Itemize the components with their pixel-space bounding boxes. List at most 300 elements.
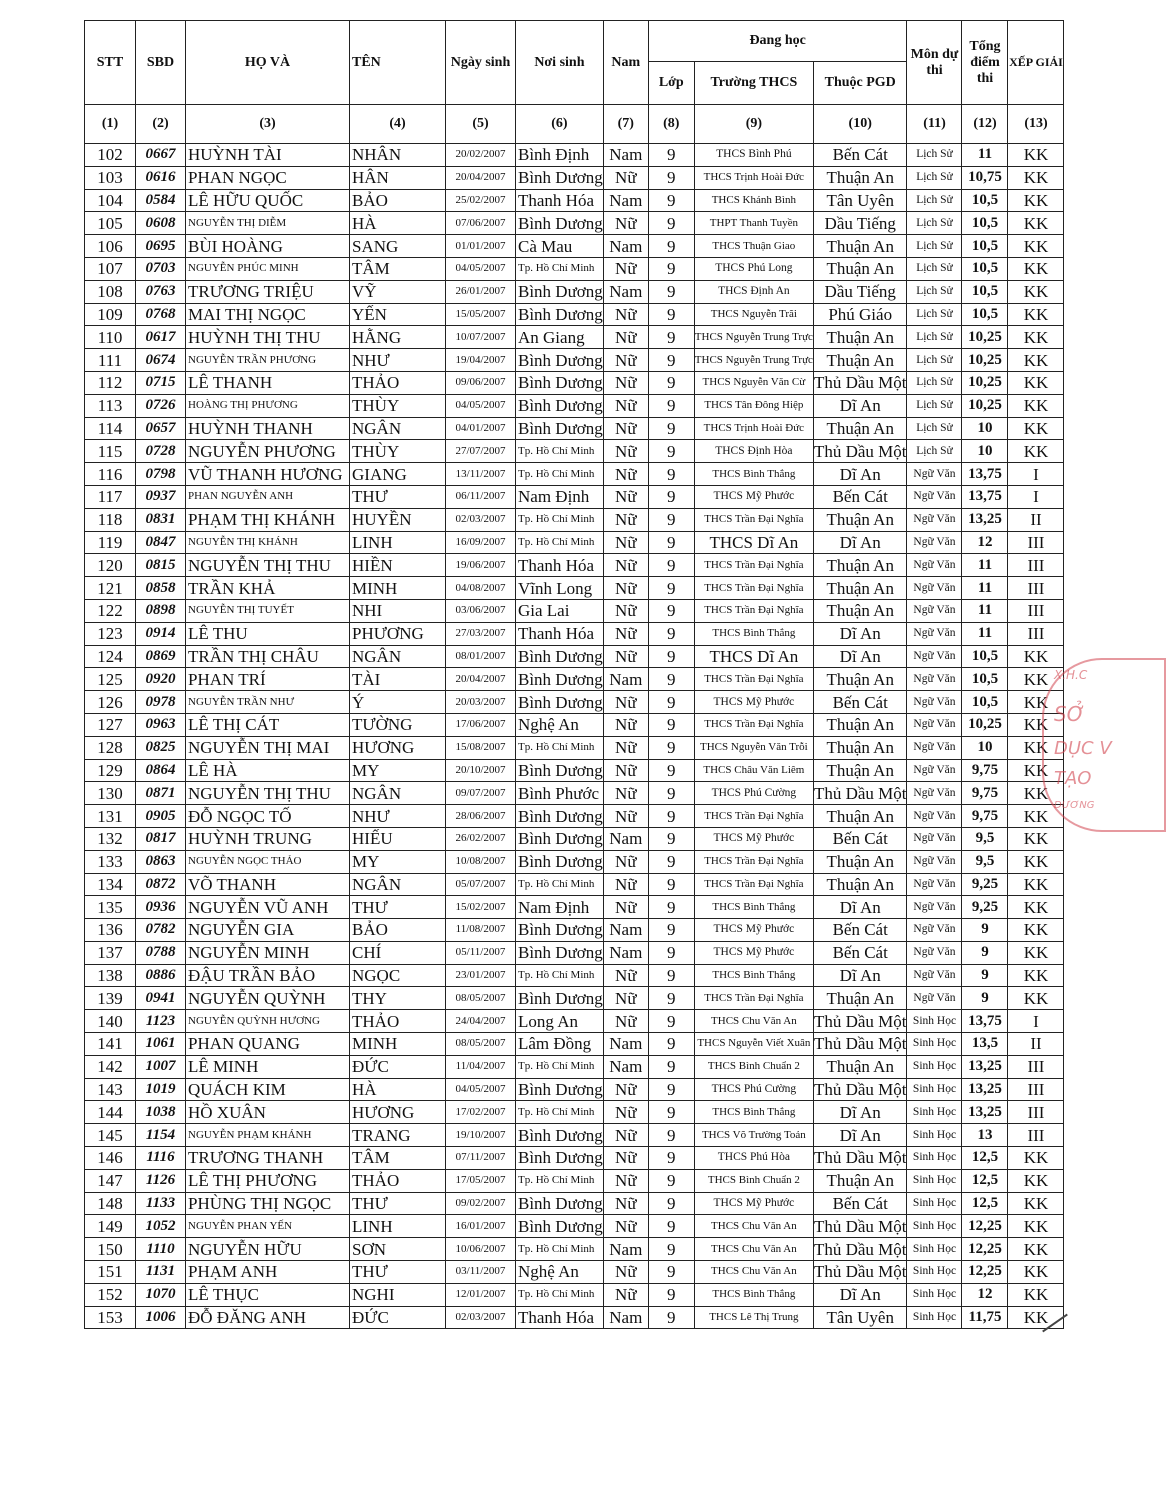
cell-xep-giai: KK [1008, 713, 1064, 736]
table-row [85, 235, 1064, 258]
cell-thuoc-pgd: Dĩ An [813, 645, 907, 668]
cell-mon-du-thi: Sinh Học [907, 1238, 962, 1261]
cell-ten: NGÂN [350, 873, 446, 896]
cell-noi-sinh: Bình Dương [516, 371, 604, 394]
cell-sbd: 0763 [136, 280, 186, 303]
cell-xep-giai: KK [1008, 759, 1064, 782]
cell-ngay-sinh: 06/11/2007 [446, 485, 516, 508]
cell-ho-va: PHAN TRÍ [186, 668, 350, 691]
cell-thuoc-pgd: Thuận An [813, 668, 907, 691]
cell-thuoc-pgd: Dầu Tiếng [813, 280, 907, 303]
cell-mon-du-thi: Lịch Sử [907, 394, 962, 417]
cell-ngay-sinh: 04/01/2007 [446, 417, 516, 440]
cell-stt: 153 [85, 1306, 136, 1329]
cell-ngay-sinh: 04/08/2007 [446, 577, 516, 600]
cell-truong-thcs: THCS Trần Đại Nghĩa [694, 577, 813, 600]
cell-noi-sinh: Tp. Hồ Chí Minh [516, 508, 604, 531]
cell-sbd: 0914 [136, 622, 186, 645]
cell-tong-diem: 10,75 [962, 166, 1008, 189]
cell-ho-va: HUỲNH TRUNG [186, 827, 350, 850]
cell-lop: 9 [648, 827, 694, 850]
cell-lop: 9 [648, 759, 694, 782]
cell-sbd: 0825 [136, 736, 186, 759]
cell-ten: CHÍ [350, 941, 446, 964]
cell-noi-sinh: Thanh Hóa [516, 1306, 604, 1329]
cell-sbd: 0898 [136, 599, 186, 622]
cell-ten: PHƯƠNG [350, 622, 446, 645]
cell-stt: 131 [85, 805, 136, 828]
cell-thuoc-pgd: Dĩ An [813, 964, 907, 987]
cell-stt: 145 [85, 1124, 136, 1147]
cell-noi-sinh: Bình Dương [516, 1078, 604, 1101]
cell-truong-thcs: THCS Lê Thị Trung [694, 1306, 813, 1329]
table-row [85, 713, 1064, 736]
cell-stt: 128 [85, 736, 136, 759]
cell-stt: 139 [85, 987, 136, 1010]
cell-xep-giai: KK [1008, 303, 1064, 326]
cell-stt: 146 [85, 1147, 136, 1170]
cell-lop: 9 [648, 1169, 694, 1192]
cell-ten: HƯƠNG [350, 736, 446, 759]
cell-mon-du-thi: Ngữ Văn [907, 964, 962, 987]
column-number: (9) [694, 105, 813, 144]
stamp-line: SỞ [1054, 702, 1085, 726]
cell-ten: THÙY [350, 440, 446, 463]
header-mon-du-thi: Môn dự thi [907, 21, 962, 105]
cell-stt: 150 [85, 1238, 136, 1261]
cell-ten: BẢO [350, 189, 446, 212]
cell-sbd: 1007 [136, 1055, 186, 1078]
cell-gioi-tinh: Nữ [603, 577, 648, 600]
cell-stt: 140 [85, 1010, 136, 1033]
column-number: (5) [446, 105, 516, 144]
cell-ho-va: HUỲNH THỊ THU [186, 326, 350, 349]
cell-sbd: 1052 [136, 1215, 186, 1238]
cell-truong-thcs: THCS Bình Chuẩn 2 [694, 1055, 813, 1078]
cell-tong-diem: 12 [962, 531, 1008, 554]
cell-xep-giai: KK [1008, 736, 1064, 759]
cell-truong-thcs: THCS Bình Phú [694, 144, 813, 167]
cell-noi-sinh: An Giang [516, 326, 604, 349]
cell-ten: TRANG [350, 1124, 446, 1147]
cell-gioi-tinh: Nữ [603, 896, 648, 919]
cell-thuoc-pgd: Bến Cát [813, 941, 907, 964]
cell-xep-giai: KK [1008, 782, 1064, 805]
cell-gioi-tinh: Nam [603, 1055, 648, 1078]
cell-thuoc-pgd: Thuận An [813, 349, 907, 372]
cell-thuoc-pgd: Thủ Dầu Một [813, 1011, 907, 1031]
cell-ngay-sinh: 12/01/2007 [446, 1283, 516, 1306]
cell-truong-thcs: THCS Trịnh Hoài Đức [694, 417, 813, 440]
cell-ngay-sinh: 07/11/2007 [446, 1147, 516, 1170]
cell-ten: LINH [350, 531, 446, 554]
table-row [85, 577, 1064, 600]
cell-gioi-tinh: Nữ [603, 782, 648, 805]
cell-ho-va: PHẠM THỊ KHÁNH [186, 508, 350, 531]
cell-ngay-sinh: 19/10/2007 [446, 1124, 516, 1147]
cell-noi-sinh: Tp. Hồ Chí Minh [516, 440, 604, 463]
cell-mon-du-thi: Ngữ Văn [907, 941, 962, 964]
cell-sbd: 1110 [136, 1238, 186, 1261]
cell-lop: 9 [648, 212, 694, 235]
cell-tong-diem: 11 [962, 622, 1008, 645]
cell-xep-giai: KK [1008, 1192, 1064, 1215]
cell-truong-thcs: THCS Nguyễn Văn Trỗi [694, 736, 813, 759]
cell-truong-thcs: THCS Nguyễn Viết Xuân [694, 1033, 813, 1056]
cell-ngay-sinh: 20/04/2007 [446, 668, 516, 691]
cell-ngay-sinh: 01/01/2007 [446, 235, 516, 258]
cell-ngay-sinh: 11/08/2007 [446, 919, 516, 942]
cell-ngay-sinh: 08/05/2007 [446, 1033, 516, 1056]
cell-truong-thcs: THCS Bình Thắng [694, 896, 813, 919]
cell-ho-va: BÙI HOÀNG [186, 235, 350, 258]
header-lop: Lớp [648, 62, 694, 105]
cell-noi-sinh: Tp. Hồ Chí Minh [516, 1238, 604, 1261]
cell-gioi-tinh: Nam [603, 235, 648, 258]
cell-mon-du-thi: Sinh Học [907, 1306, 962, 1329]
cell-truong-thcs: THCS Dĩ An [694, 645, 813, 668]
cell-truong-thcs: THCS Trần Đại Nghĩa [694, 713, 813, 736]
cell-noi-sinh: Tp. Hồ Chí Minh [516, 531, 604, 554]
cell-ngay-sinh: 13/11/2007 [446, 463, 516, 486]
cell-truong-thcs: THPT Thanh Tuyền [694, 212, 813, 235]
cell-thuoc-pgd: Thuận An [813, 326, 907, 349]
cell-sbd: 0941 [136, 987, 186, 1010]
cell-ngay-sinh: 02/03/2007 [446, 508, 516, 531]
cell-stt: 113 [85, 394, 136, 417]
cell-ten: HIẾU [350, 827, 446, 850]
cell-mon-du-thi: Ngữ Văn [907, 485, 962, 508]
cell-stt: 152 [85, 1283, 136, 1306]
cell-xep-giai: II [1008, 1033, 1064, 1056]
cell-mon-du-thi: Ngữ Văn [907, 850, 962, 873]
cell-ho-va: PHÙNG THỊ NGỌC [186, 1192, 350, 1215]
cell-thuoc-pgd: Thuận An [813, 257, 907, 280]
table-row [85, 1033, 1064, 1056]
cell-xep-giai: KK [1008, 645, 1064, 668]
cell-gioi-tinh: Nữ [603, 850, 648, 873]
cell-stt: 135 [85, 896, 136, 919]
cell-stt: 103 [85, 166, 136, 189]
cell-tong-diem: 11 [962, 144, 1008, 167]
cell-noi-sinh: Tp. Hồ Chí Minh [516, 1101, 604, 1124]
cell-lop: 9 [648, 645, 694, 668]
table-row [85, 1306, 1064, 1329]
cell-ngay-sinh: 10/08/2007 [446, 850, 516, 873]
cell-ho-va: TRƯƠNG THANH [186, 1147, 350, 1170]
cell-lop: 9 [648, 371, 694, 394]
cell-sbd: 0963 [136, 713, 186, 736]
cell-noi-sinh: Nam Định [516, 896, 604, 919]
cell-noi-sinh: Bình Dương [516, 349, 604, 372]
cell-thuoc-pgd: Thủ Dầu Một [813, 1262, 907, 1282]
table-row [85, 1101, 1064, 1124]
cell-stt: 110 [85, 326, 136, 349]
cell-ten: MY [350, 759, 446, 782]
cell-mon-du-thi: Ngữ Văn [907, 827, 962, 850]
table-row [85, 759, 1064, 782]
cell-thuoc-pgd: Thuận An [813, 554, 907, 577]
cell-xep-giai: III [1008, 1055, 1064, 1078]
cell-stt: 126 [85, 691, 136, 714]
cell-gioi-tinh: Nữ [603, 1101, 648, 1124]
cell-lop: 9 [648, 782, 694, 805]
cell-mon-du-thi: Ngữ Văn [907, 645, 962, 668]
table-row [85, 166, 1064, 189]
cell-sbd: 0815 [136, 554, 186, 577]
cell-mon-du-thi: Lịch Sử [907, 166, 962, 189]
cell-noi-sinh: Bình Dương [516, 303, 604, 326]
cell-thuoc-pgd: Thuận An [813, 987, 907, 1010]
cell-thuoc-pgd: Thủ Dầu Một [813, 373, 907, 393]
cell-lop: 9 [648, 805, 694, 828]
cell-mon-du-thi: Ngữ Văn [907, 508, 962, 531]
cell-thuoc-pgd: Thủ Dầu Một [813, 1080, 907, 1100]
cell-lop: 9 [648, 485, 694, 508]
cell-sbd: 0728 [136, 440, 186, 463]
cell-noi-sinh: Vĩnh Long [516, 577, 604, 600]
cell-ngay-sinh: 27/07/2007 [446, 440, 516, 463]
cell-ten: HÀ [350, 1078, 446, 1101]
cell-gioi-tinh: Nữ [603, 440, 648, 463]
cell-ngay-sinh: 03/06/2007 [446, 599, 516, 622]
cell-xep-giai: III [1008, 577, 1064, 600]
cell-sbd: 0616 [136, 166, 186, 189]
table-row [85, 805, 1064, 828]
cell-noi-sinh: Bình Dương [516, 691, 604, 714]
cell-xep-giai: KK [1008, 1147, 1064, 1170]
cell-truong-thcs: THCS Trần Đại Nghĩa [694, 873, 813, 896]
cell-sbd: 0715 [136, 371, 186, 394]
cell-ho-va: ĐẬU TRẦN BẢO [186, 964, 350, 987]
cell-mon-du-thi: Sinh Học [907, 1101, 962, 1124]
cell-tong-diem: 10,5 [962, 257, 1008, 280]
cell-ho-va: ĐỖ NGỌC TỐ [186, 805, 350, 828]
cell-sbd: 1131 [136, 1261, 186, 1284]
cell-ngay-sinh: 17/05/2007 [446, 1169, 516, 1192]
table-row [85, 1169, 1064, 1192]
cell-gioi-tinh: Nữ [603, 713, 648, 736]
cell-lop: 9 [648, 144, 694, 167]
cell-xep-giai: III [1008, 554, 1064, 577]
cell-noi-sinh: Gia Lai [516, 599, 604, 622]
cell-mon-du-thi: Sinh Học [907, 1169, 962, 1192]
cell-lop: 9 [648, 394, 694, 417]
cell-stt: 151 [85, 1261, 136, 1284]
cell-stt: 114 [85, 417, 136, 440]
column-number: (3) [186, 105, 350, 144]
cell-noi-sinh: Bình Dương [516, 1147, 604, 1170]
cell-sbd: 0937 [136, 485, 186, 508]
cell-ten: BẢO [350, 919, 446, 942]
header-thuoc-pgd: Thuộc PGD [813, 62, 907, 105]
cell-gioi-tinh: Nữ [603, 508, 648, 531]
cell-truong-thcs: THCS Bình Thắng [694, 964, 813, 987]
cell-mon-du-thi: Lịch Sử [907, 189, 962, 212]
cell-ten: TÂM [350, 1147, 446, 1170]
cell-ten: GIANG [350, 463, 446, 486]
table-row [85, 485, 1064, 508]
cell-xep-giai: KK [1008, 987, 1064, 1010]
cell-ten: THƯ [350, 896, 446, 919]
cell-stt: 119 [85, 531, 136, 554]
cell-gioi-tinh: Nam [603, 144, 648, 167]
header-ho-va: HỌ VÀ [186, 21, 350, 105]
cell-lop: 9 [648, 1238, 694, 1261]
header-nam: Nam [603, 21, 648, 105]
table-row [85, 349, 1064, 372]
cell-ho-va: NGUYỄN PHAN YẾN [186, 1215, 350, 1238]
cell-xep-giai: KK [1008, 964, 1064, 987]
table-row [85, 280, 1064, 303]
cell-stt: 104 [85, 189, 136, 212]
cell-xep-giai: II [1008, 508, 1064, 531]
cell-tong-diem: 10,25 [962, 394, 1008, 417]
cell-lop: 9 [648, 1215, 694, 1238]
cell-truong-thcs: THCS Mỹ Phước [694, 485, 813, 508]
cell-ho-va: PHAN NGUYỄN ANH [186, 485, 350, 508]
cell-sbd: 0858 [136, 577, 186, 600]
table-row [85, 212, 1064, 235]
cell-xep-giai: III [1008, 1078, 1064, 1101]
table-row [85, 1192, 1064, 1215]
cell-mon-du-thi: Sinh Học [907, 1147, 962, 1170]
cell-gioi-tinh: Nữ [603, 1261, 648, 1284]
cell-thuoc-pgd: Dĩ An [813, 1124, 907, 1147]
cell-lop: 9 [648, 235, 694, 258]
cell-thuoc-pgd: Bến Cát [813, 485, 907, 508]
table-row [85, 873, 1064, 896]
cell-mon-du-thi: Sinh Học [907, 1215, 962, 1238]
cell-truong-thcs: THCS Trịnh Hoài Đức [694, 166, 813, 189]
cell-thuoc-pgd: Bến Cát [813, 144, 907, 167]
table-row [85, 1124, 1064, 1147]
cell-ho-va: NGUYỄN THỊ KHÁNH [186, 531, 350, 554]
cell-gioi-tinh: Nam [603, 1306, 648, 1329]
cell-thuoc-pgd: Thuận An [813, 759, 907, 782]
cell-stt: 134 [85, 873, 136, 896]
cell-noi-sinh: Lâm Đồng [516, 1033, 604, 1056]
cell-gioi-tinh: Nữ [603, 394, 648, 417]
cell-sbd: 0863 [136, 850, 186, 873]
cell-ho-va: NGUYỄN QUỲNH [186, 987, 350, 1010]
cell-ngay-sinh: 20/02/2007 [446, 144, 516, 167]
cell-xep-giai: KK [1008, 326, 1064, 349]
cell-ten: HUYỀN [350, 508, 446, 531]
cell-gioi-tinh: Nữ [603, 417, 648, 440]
table-row [85, 371, 1064, 394]
cell-ho-va: LÊ THANH [186, 371, 350, 394]
cell-tong-diem: 11 [962, 554, 1008, 577]
cell-lop: 9 [648, 417, 694, 440]
cell-gioi-tinh: Nữ [603, 873, 648, 896]
cell-ngay-sinh: 26/01/2007 [446, 280, 516, 303]
cell-truong-thcs: THCS Định Hòa [694, 440, 813, 463]
cell-thuoc-pgd: Bến Cát [813, 827, 907, 850]
cell-xep-giai: KK [1008, 1238, 1064, 1261]
cell-xep-giai: KK [1008, 257, 1064, 280]
cell-ngay-sinh: 15/08/2007 [446, 736, 516, 759]
cell-mon-du-thi: Lịch Sử [907, 212, 962, 235]
cell-sbd: 0667 [136, 144, 186, 167]
cell-tong-diem: 13,5 [962, 1033, 1008, 1056]
cell-truong-thcs: THCS Nguyễn Trung Trực [694, 349, 813, 372]
cell-truong-thcs: THCS Tân Đông Hiệp [694, 394, 813, 417]
cell-mon-du-thi: Ngữ Văn [907, 987, 962, 1010]
cell-xep-giai: III [1008, 531, 1064, 554]
cell-ten: SANG [350, 235, 446, 258]
cell-truong-thcs: THCS Trần Đại Nghĩa [694, 850, 813, 873]
cell-ten: HÂN [350, 166, 446, 189]
cell-mon-du-thi: Ngữ Văn [907, 531, 962, 554]
cell-ten: ĐỨC [350, 1306, 446, 1329]
cell-noi-sinh: Nghệ An [516, 713, 604, 736]
cell-lop: 9 [648, 964, 694, 987]
cell-ten: NHƯ [350, 349, 446, 372]
cell-noi-sinh: Bình Dương [516, 941, 604, 964]
column-number: (8) [648, 105, 694, 144]
table-row [85, 827, 1064, 850]
cell-ten: THÙY [350, 394, 446, 417]
cell-xep-giai: KK [1008, 1283, 1064, 1306]
cell-stt: 109 [85, 303, 136, 326]
cell-gioi-tinh: Nữ [603, 371, 648, 394]
cell-stt: 133 [85, 850, 136, 873]
cell-thuoc-pgd: Dĩ An [813, 896, 907, 919]
cell-gioi-tinh: Nữ [603, 1147, 648, 1170]
cell-truong-thcs: THCS Châu Văn Liêm [694, 759, 813, 782]
cell-ten: THY [350, 987, 446, 1010]
cell-tong-diem: 10,5 [962, 235, 1008, 258]
table-row [85, 1010, 1064, 1033]
cell-stt: 136 [85, 919, 136, 942]
cell-ngay-sinh: 19/06/2007 [446, 554, 516, 577]
cell-sbd: 0726 [136, 394, 186, 417]
cell-mon-du-thi: Ngữ Văn [907, 599, 962, 622]
cell-ho-va: VÕ THANH [186, 873, 350, 896]
cell-thuoc-pgd: Thuận An [813, 577, 907, 600]
cell-gioi-tinh: Nữ [603, 964, 648, 987]
cell-ngay-sinh: 20/10/2007 [446, 759, 516, 782]
table-row [85, 736, 1064, 759]
cell-ngay-sinh: 15/02/2007 [446, 896, 516, 919]
cell-stt: 120 [85, 554, 136, 577]
column-number: (11) [907, 105, 962, 144]
cell-lop: 9 [648, 577, 694, 600]
cell-gioi-tinh: Nam [603, 189, 648, 212]
cell-tong-diem: 10,5 [962, 280, 1008, 303]
cell-stt: 118 [85, 508, 136, 531]
cell-thuoc-pgd: Thuận An [813, 417, 907, 440]
cell-ten: NHI [350, 599, 446, 622]
cell-lop: 9 [648, 1261, 694, 1284]
cell-thuoc-pgd: Thuận An [813, 1169, 907, 1192]
cell-ho-va: ĐỖ ĐĂNG ANH [186, 1306, 350, 1329]
table-row [85, 463, 1064, 486]
cell-noi-sinh: Thanh Hóa [516, 554, 604, 577]
cell-ho-va: VŨ THANH HƯƠNG [186, 463, 350, 486]
cell-tong-diem: 9,25 [962, 896, 1008, 919]
cell-truong-thcs: THCS Mỹ Phước [694, 919, 813, 942]
cell-tong-diem: 10,5 [962, 668, 1008, 691]
cell-truong-thcs: THCS Trần Đại Nghĩa [694, 508, 813, 531]
cell-tong-diem: 11,75 [962, 1306, 1008, 1329]
cell-mon-du-thi: Lịch Sử [907, 257, 962, 280]
cell-ho-va: NGUYỄN TRẦN PHƯƠNG [186, 349, 350, 372]
cell-ngay-sinh: 08/05/2007 [446, 987, 516, 1010]
cell-xep-giai: KK [1008, 417, 1064, 440]
cell-stt: 105 [85, 212, 136, 235]
